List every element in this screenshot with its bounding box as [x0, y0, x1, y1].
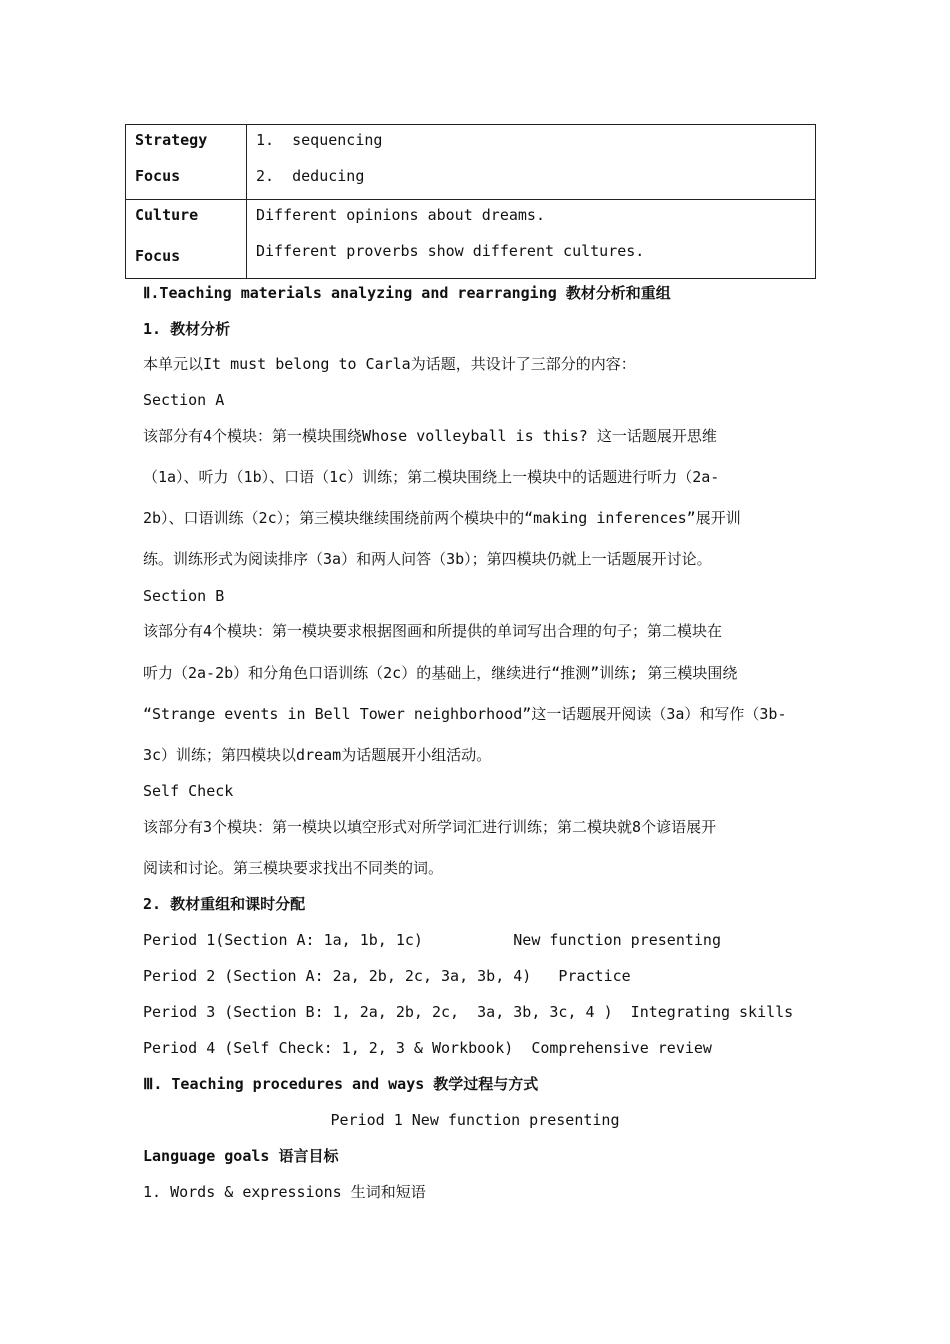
paragraph-line: 听力（2a-2b）和分角色口语训练（2c）的基础上，继续进行“推测”训练; 第三模块围绕: [143, 664, 738, 682]
focus-table: [125, 124, 816, 279]
sub-heading: 2. 教材重组和课时分配: [143, 895, 306, 913]
label-text: Focus: [135, 167, 181, 185]
table-label-cell: [126, 125, 247, 200]
table-row: [126, 125, 816, 200]
period-line: Period 1(Section A: 1a, 1b, 1c) New function presenting: [143, 931, 721, 949]
paragraph-line: “Strange events in Bell Tower neighborhood”这一话题展开阅读（3a）和写作（3b-: [143, 705, 787, 723]
paragraph-line: 该部分有3个模块：第一模块以填空形式对所学词汇进行训练；第二模块就8个谚语展开: [143, 818, 717, 836]
paragraph-line: （1a）、听力（1b）、口语（1c）训练；第二模块围绕上一模块中的话题进行听力（2a-: [143, 468, 720, 486]
paragraph-line: 3c）训练；第四模块以dream为话题展开小组活动。: [143, 746, 492, 764]
section-title: Section B: [143, 587, 225, 605]
table-content-cell: [247, 125, 816, 200]
content-text: Different proverbs show different cultures.: [256, 242, 645, 260]
sub-heading: 1. 教材分析: [143, 320, 231, 338]
label-text: Focus: [135, 247, 181, 265]
section-title: Section A: [143, 391, 225, 409]
content-text: 2. deducing: [256, 167, 365, 185]
label-text: Culture: [135, 206, 199, 224]
sub-heading: Language goals 语言目标: [143, 1147, 339, 1165]
period-line: Period 3 (Section B: 1, 2a, 2b, 2c, 3a, 3b, 3c, 4 ) Integrating skills: [143, 1003, 794, 1021]
paragraph-line: 阅读和讨论。第三模块要求找出不同类的词。: [143, 859, 444, 877]
table-label-cell: [126, 200, 247, 279]
period-title: Period 1 New function presenting: [330, 1111, 620, 1129]
table-row: [126, 200, 816, 279]
paragraph-line: 练。训练形式为阅读排序（3a）和两人问答（3b）；第四模块仍就上一话题展开讨论。: [143, 550, 712, 568]
label-text: Strategy: [135, 131, 208, 149]
section-heading: Ⅲ. Teaching procedures and ways 教学过程与方式: [143, 1075, 539, 1093]
content-text: 1. sequencing: [256, 131, 383, 149]
paragraph-line: 2b）、口语训练（2c）；第三模块继续围绕前两个模块中的“making inferences”展开训: [143, 509, 741, 527]
period-line: Period 2 (Section A: 2a, 2b, 2c, 3a, 3b, 4) Practice: [143, 967, 631, 985]
section-title: Self Check: [143, 782, 234, 800]
period-line: Period 4 (Self Check: 1, 2, 3 & Workbook) Comprehensive review: [143, 1039, 712, 1057]
paragraph: 本单元以It must belong to Carla为话题，共设计了三部分的内容：: [143, 355, 636, 373]
paragraph-line: 该部分有4个模块：第一模块围绕Whose volleyball is this? 这一话题展开思维: [143, 427, 717, 445]
list-item: 1. Words & expressions 生词和短语: [143, 1183, 426, 1201]
table-content-cell: [247, 200, 816, 279]
section-heading: Ⅱ.Teaching materials analyzing and rearranging 教材分析和重组: [143, 284, 671, 302]
content-text: Different opinions about dreams.: [256, 206, 545, 224]
paragraph-line: 该部分有4个模块：第一模块要求根据图画和所提供的单词写出合理的句子；第二模块在: [143, 622, 723, 640]
